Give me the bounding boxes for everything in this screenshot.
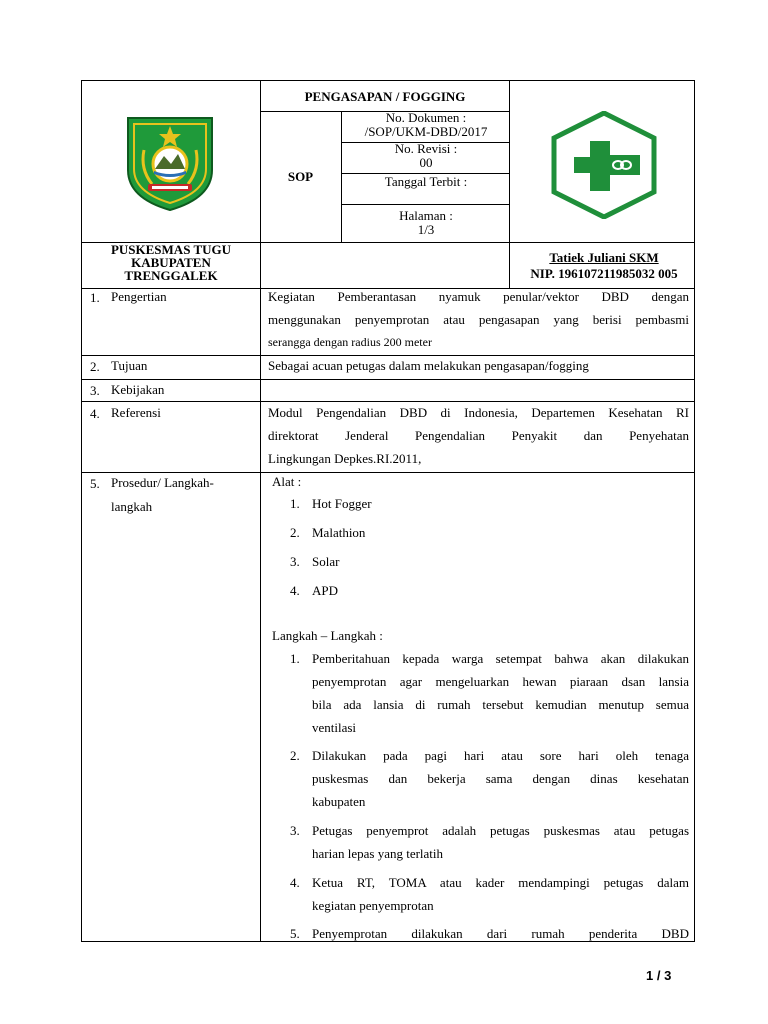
sop-label: SOP <box>287 169 314 184</box>
alat-item: Hot Fogger <box>312 496 372 511</box>
row-label-tujuan: Tujuan <box>111 358 148 373</box>
doc-number-value: /SOP/UKM-DBD/2017 <box>364 124 488 139</box>
row-number: 2. <box>90 359 100 374</box>
doc-number-label: No. Dokumen : <box>385 110 467 125</box>
page-cell <box>342 209 510 237</box>
signer-block <box>512 250 696 282</box>
header-table <box>81 80 695 289</box>
page-label: Halaman : <box>399 208 453 223</box>
issue-date-label: Tanggal Terbit : <box>384 174 468 189</box>
sop-content-table: 1. Pengertian Kegiatan Pemberantasan nyamuk penular/vektor DBD dengan menggunakan penyemprotan atau pengasapan yang berisi pembasmi serangga dengan radius 200 meter 2. Tujuan Sebagai acuan petugas dalam melakukan pengasapan/fogging 3. Kebijakan 4. Referensi Modul Pengendalian DBD di Indonesia, Departemen Kesehatan RI direktorat Jenderal Pengendalian Penyakit dan Penyehatan Lingkungan Depkes.RI.2011, 5. Prosedur/ Langkah- langkah Alat : 1. Hot Fogger 2. Malathion 3. Solar 4. APD Langkah – Langkah : 1. Pemberitahuan kepada warga setempat bahwa akan dilakukan penyemprotan agar mengeluarkan hewan piaraan dsan lansia bila ada lansia di rumah tersebut kemudian menutup semua ventilasi 2. Dilakukan pada pagi hari atau sore hari oleh tenaga puskesmas dan bekerja sama dengan dinas kesehatan kabupaten 3. Petugas penyemprot adalah petugas puskesmas atau petugas harian lepas yang terlatih 4. Ketua RT, TOMA atau kader mendampingi petugas dalam kegiatan penyemprotan 5. Penyemprotan dilakukan dari rumah penderita DBD <box>81 288 695 942</box>
organization-name: PUSKESMAS TUGU KABUPATEN TRENGGALEK <box>110 242 232 283</box>
referensi-text: Modul Pengendalian DBD di Indonesia, Departemen Kesehatan RI direktorat Jenderal Pengendalian Penyakit dan Penyehatan Lingkungan Depkes.RI.2011, <box>268 405 689 466</box>
alat-item: APD <box>312 583 339 598</box>
regency-emblem-icon <box>124 114 216 212</box>
step-item: Penyemprotan dilakukan dari rumah penderita DBD <box>312 926 689 941</box>
row-number: 3. <box>90 383 100 398</box>
page-value: 1/3 <box>417 222 435 237</box>
alat-item: Solar <box>312 554 340 569</box>
signer-nip: NIP. 196107211985032 005 <box>530 266 678 281</box>
doc-number-cell <box>342 111 510 139</box>
alat-title: Alat : <box>272 474 302 489</box>
step-item: Petugas penyemprot adalah petugas puskesmas atau petugas harian lepas yang terlatih <box>312 823 689 861</box>
row-label-kebijakan: Kebijakan <box>111 382 165 397</box>
row-number: 1. <box>90 290 100 305</box>
document-title: PENGASAPAN / FOGGING <box>304 89 466 104</box>
puskesmas-logo-icon <box>548 111 660 219</box>
tujuan-text: Sebagai acuan petugas dalam melakukan pengasapan/fogging <box>268 358 589 373</box>
langkah-title: Langkah – Langkah : <box>272 628 383 643</box>
revision-label: No. Revisi : <box>394 141 458 156</box>
row-label-prosedur: Prosedur/ Langkah- langkah <box>111 475 214 514</box>
step-item: Ketua RT, TOMA atau kader mendampingi petugas dalam kegiatan penyemprotan <box>312 875 689 913</box>
signer-name: Tatiek Juliani SKM <box>549 250 659 265</box>
row-label-referensi: Referensi <box>111 405 161 420</box>
row-label-pengertian: Pengertian <box>111 289 167 304</box>
pengertian-text: Kegiatan Pemberantasan nyamuk penular/vektor DBD dengan menggunakan penyemprotan atau pengasapan yang berisi pembasmi serangga dengan radius 200 meter <box>268 289 689 349</box>
alat-item: Malathion <box>312 525 366 540</box>
row-number: 5. <box>90 476 100 491</box>
step-item: Pemberitahuan kepada warga setempat bahwa akan dilakukan penyemprotan agar mengeluarkan hewan piaraan dsan lansia bila ada lansia di rumah tersebut kemudian menutup semua ventilasi <box>312 651 689 735</box>
revision-value: 00 <box>419 155 433 170</box>
revision-cell <box>342 142 510 170</box>
step-item: Dilakukan pada pagi hari atau sore hari oleh tenaga puskesmas dan bekerja sama dengan dinas kesehatan kabupaten <box>312 748 689 809</box>
page-indicator: 1 / 3 <box>646 968 672 983</box>
row-number: 4. <box>90 406 100 421</box>
